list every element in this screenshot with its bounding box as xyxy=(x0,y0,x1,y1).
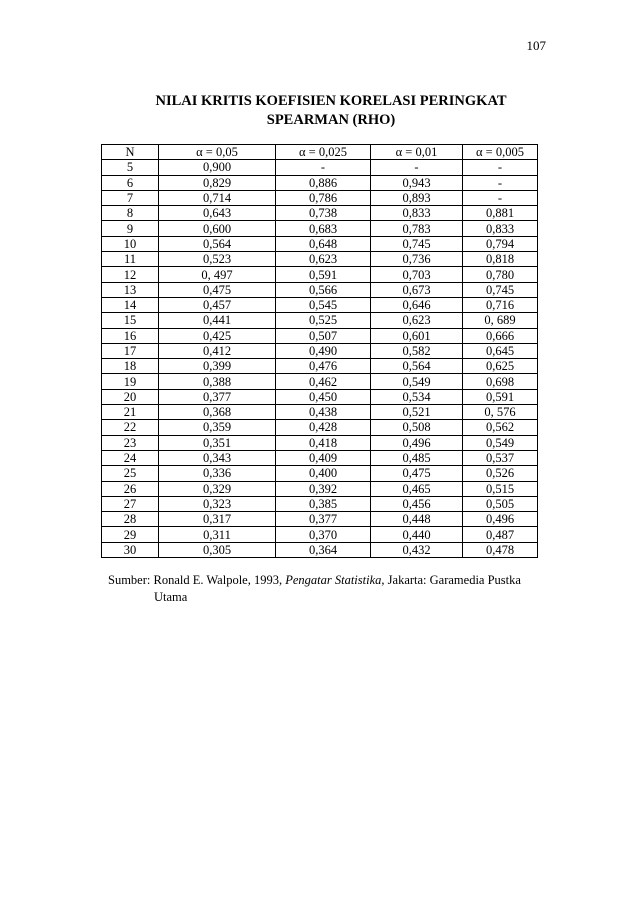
source-citation xyxy=(108,572,548,606)
cell-alpha-0025: 0,409 xyxy=(276,450,371,465)
cell-alpha-0005: 0,487 xyxy=(463,527,538,542)
source-book-title: Pengatar Statistika xyxy=(285,573,382,587)
table-row xyxy=(102,190,538,205)
table-row xyxy=(102,466,538,481)
table-row xyxy=(102,206,538,221)
cell-alpha-005: 0,311 xyxy=(159,527,276,542)
cell-alpha-0025: 0,418 xyxy=(276,435,371,450)
cell-alpha-0005: 0,645 xyxy=(463,343,538,358)
cell-alpha-0005: 0, 576 xyxy=(463,405,538,420)
cell-alpha-0025: 0,385 xyxy=(276,496,371,511)
cell-alpha-0005: 0,496 xyxy=(463,512,538,527)
source-suffix: , Jakarta: Garamedia Pustka xyxy=(381,573,521,587)
cell-alpha-005: 0,564 xyxy=(159,236,276,251)
source-prefix: Sumber: Ronald E. Walpole, 1993, xyxy=(108,573,286,587)
cell-alpha-0005: 0,562 xyxy=(463,420,538,435)
cell-alpha-001: 0,745 xyxy=(371,236,463,251)
cell-alpha-005: 0,317 xyxy=(159,512,276,527)
cell-alpha-0025: 0,377 xyxy=(276,512,371,527)
cell-alpha-0025: 0,648 xyxy=(276,236,371,251)
cell-alpha-001: 0,893 xyxy=(371,190,463,205)
cell-alpha-0005: 0,537 xyxy=(463,450,538,465)
cell-alpha-001: 0,496 xyxy=(371,435,463,450)
cell-alpha-0025: 0,462 xyxy=(276,374,371,389)
cell-alpha-0005: 0,549 xyxy=(463,435,538,450)
cell-n: 27 xyxy=(102,496,159,511)
page-number: 107 xyxy=(526,38,546,53)
cell-alpha-005: 0,323 xyxy=(159,496,276,511)
cell-alpha-005: 0,399 xyxy=(159,359,276,374)
cell-alpha-005: 0,829 xyxy=(159,175,276,190)
cell-alpha-0005: 0,745 xyxy=(463,282,538,297)
cell-alpha-005: 0,900 xyxy=(159,160,276,175)
cell-alpha-001: 0,703 xyxy=(371,267,463,282)
cell-alpha-005: 0,425 xyxy=(159,328,276,343)
cell-alpha-001: 0,448 xyxy=(371,512,463,527)
cell-alpha-0005: 0, 689 xyxy=(463,313,538,328)
cell-n: 18 xyxy=(102,359,159,374)
table-row xyxy=(102,282,538,297)
cell-alpha-001: 0,783 xyxy=(371,221,463,236)
cell-alpha-0025: 0,370 xyxy=(276,527,371,542)
table-row xyxy=(102,221,538,236)
cell-alpha-005: 0, 497 xyxy=(159,267,276,282)
cell-n: 12 xyxy=(102,267,159,282)
table-row xyxy=(102,236,538,251)
cell-alpha-005: 0,336 xyxy=(159,466,276,481)
header-alpha-001: α = 0,01 xyxy=(371,145,463,160)
cell-n: 16 xyxy=(102,328,159,343)
table-row xyxy=(102,405,538,420)
cell-alpha-005: 0,359 xyxy=(159,420,276,435)
cell-alpha-0005: 0,881 xyxy=(463,206,538,221)
table-row xyxy=(102,420,538,435)
cell-alpha-0025: 0,683 xyxy=(276,221,371,236)
cell-alpha-0025: 0,392 xyxy=(276,481,371,496)
cell-alpha-0025: 0,507 xyxy=(276,328,371,343)
cell-alpha-0025: 0,450 xyxy=(276,389,371,404)
cell-alpha-005: 0,643 xyxy=(159,206,276,221)
table-row xyxy=(102,435,538,450)
table-row xyxy=(102,175,538,190)
cell-alpha-001: 0,601 xyxy=(371,328,463,343)
table-row xyxy=(102,343,538,358)
title-line-1: NILAI KRITIS KOEFISIEN KORELASI PERINGKAT xyxy=(155,93,507,109)
header-n: N xyxy=(102,145,159,160)
cell-alpha-0005: 0,833 xyxy=(463,221,538,236)
cell-n: 10 xyxy=(102,236,159,251)
cell-alpha-0025: 0,591 xyxy=(276,267,371,282)
table-row xyxy=(102,512,538,527)
cell-alpha-001: - xyxy=(371,160,463,175)
cell-alpha-001: 0,432 xyxy=(371,542,463,557)
table-row xyxy=(102,527,538,542)
cell-alpha-0005: 0,794 xyxy=(463,236,538,251)
header-row xyxy=(102,145,538,160)
cell-alpha-005: 0,368 xyxy=(159,405,276,420)
cell-alpha-0025: 0,738 xyxy=(276,206,371,221)
cell-alpha-001: 0,549 xyxy=(371,374,463,389)
cell-n: 20 xyxy=(102,389,159,404)
cell-alpha-0005: 0,505 xyxy=(463,496,538,511)
table-row xyxy=(102,267,538,282)
table-row xyxy=(102,496,538,511)
cell-alpha-005: 0,329 xyxy=(159,481,276,496)
cell-alpha-0005: 0,625 xyxy=(463,359,538,374)
cell-alpha-001: 0,623 xyxy=(371,313,463,328)
cell-alpha-001: 0,440 xyxy=(371,527,463,542)
cell-n: 13 xyxy=(102,282,159,297)
cell-alpha-001: 0,646 xyxy=(371,297,463,312)
cell-alpha-0025: 0,490 xyxy=(276,343,371,358)
cell-n: 17 xyxy=(102,343,159,358)
cell-alpha-0005: 0,698 xyxy=(463,374,538,389)
cell-n: 22 xyxy=(102,420,159,435)
cell-alpha-0005: - xyxy=(463,190,538,205)
cell-alpha-005: 0,343 xyxy=(159,450,276,465)
header-alpha-0025: α = 0,025 xyxy=(276,145,371,160)
table-row xyxy=(102,389,538,404)
cell-alpha-0005: 0,666 xyxy=(463,328,538,343)
table-row xyxy=(102,328,538,343)
cell-alpha-005: 0,351 xyxy=(159,435,276,450)
cell-alpha-0025: 0,428 xyxy=(276,420,371,435)
cell-alpha-001: 0,465 xyxy=(371,481,463,496)
cell-alpha-001: 0,673 xyxy=(371,282,463,297)
cell-alpha-0005: 0,526 xyxy=(463,466,538,481)
cell-n: 21 xyxy=(102,405,159,420)
cell-n: 8 xyxy=(102,206,159,221)
cell-alpha-001: 0,736 xyxy=(371,252,463,267)
cell-n: 25 xyxy=(102,466,159,481)
cell-alpha-0025: 0,525 xyxy=(276,313,371,328)
table-row xyxy=(102,450,538,465)
cell-alpha-005: 0,714 xyxy=(159,190,276,205)
cell-alpha-0005: 0,478 xyxy=(463,542,538,557)
table-row xyxy=(102,297,538,312)
table-title xyxy=(0,92,638,130)
cell-n: 6 xyxy=(102,175,159,190)
cell-alpha-001: 0,943 xyxy=(371,175,463,190)
cell-alpha-001: 0,582 xyxy=(371,343,463,358)
cell-alpha-0025: 0,786 xyxy=(276,190,371,205)
table-row xyxy=(102,374,538,389)
cell-alpha-005: 0,441 xyxy=(159,313,276,328)
cell-alpha-0005: 0,591 xyxy=(463,389,538,404)
cell-n: 19 xyxy=(102,374,159,389)
cell-alpha-001: 0,456 xyxy=(371,496,463,511)
cell-alpha-0005: 0,818 xyxy=(463,252,538,267)
title-line-2: SPEARMAN (RHO) xyxy=(266,112,396,128)
cell-n: 11 xyxy=(102,252,159,267)
cell-n: 23 xyxy=(102,435,159,450)
cell-alpha-001: 0,564 xyxy=(371,359,463,374)
table-row xyxy=(102,542,538,557)
cell-alpha-005: 0,475 xyxy=(159,282,276,297)
cell-alpha-0005: - xyxy=(463,175,538,190)
cell-alpha-0005: 0,780 xyxy=(463,267,538,282)
cell-alpha-005: 0,388 xyxy=(159,374,276,389)
cell-alpha-0025: 0,400 xyxy=(276,466,371,481)
cell-alpha-0005: - xyxy=(463,160,538,175)
cell-alpha-0025: 0,886 xyxy=(276,175,371,190)
cell-alpha-0005: 0,716 xyxy=(463,297,538,312)
cell-n: 5 xyxy=(102,160,159,175)
cell-n: 9 xyxy=(102,221,159,236)
cell-alpha-0025: 0,623 xyxy=(276,252,371,267)
source-continuation: Utama xyxy=(154,590,188,604)
cell-alpha-001: 0,475 xyxy=(371,466,463,481)
cell-n: 28 xyxy=(102,512,159,527)
cell-alpha-001: 0,833 xyxy=(371,206,463,221)
cell-alpha-0025: 0,364 xyxy=(276,542,371,557)
cell-n: 30 xyxy=(102,542,159,557)
cell-alpha-0025: 0,545 xyxy=(276,297,371,312)
cell-alpha-005: 0,600 xyxy=(159,221,276,236)
cell-alpha-005: 0,523 xyxy=(159,252,276,267)
cell-alpha-0025: 0,438 xyxy=(276,405,371,420)
cell-alpha-0005: 0,515 xyxy=(463,481,538,496)
cell-alpha-0025: 0,566 xyxy=(276,282,371,297)
cell-alpha-0025: 0,476 xyxy=(276,359,371,374)
cell-n: 29 xyxy=(102,527,159,542)
cell-n: 7 xyxy=(102,190,159,205)
table-row xyxy=(102,481,538,496)
table-row xyxy=(102,252,538,267)
cell-n: 24 xyxy=(102,450,159,465)
cell-n: 14 xyxy=(102,297,159,312)
table-row xyxy=(102,313,538,328)
cell-alpha-001: 0,485 xyxy=(371,450,463,465)
table-row xyxy=(102,160,538,175)
cell-alpha-005: 0,412 xyxy=(159,343,276,358)
cell-alpha-001: 0,508 xyxy=(371,420,463,435)
cell-alpha-005: 0,457 xyxy=(159,297,276,312)
table-row xyxy=(102,359,538,374)
cell-n: 26 xyxy=(102,481,159,496)
header-alpha-005: α = 0,05 xyxy=(159,145,276,160)
cell-alpha-001: 0,534 xyxy=(371,389,463,404)
cell-alpha-005: 0,305 xyxy=(159,542,276,557)
header-alpha-0005: α = 0,005 xyxy=(463,145,538,160)
table-body xyxy=(102,160,538,558)
cell-alpha-005: 0,377 xyxy=(159,389,276,404)
critical-values-table xyxy=(101,144,538,558)
cell-alpha-001: 0,521 xyxy=(371,405,463,420)
cell-alpha-0025: - xyxy=(276,160,371,175)
cell-n: 15 xyxy=(102,313,159,328)
